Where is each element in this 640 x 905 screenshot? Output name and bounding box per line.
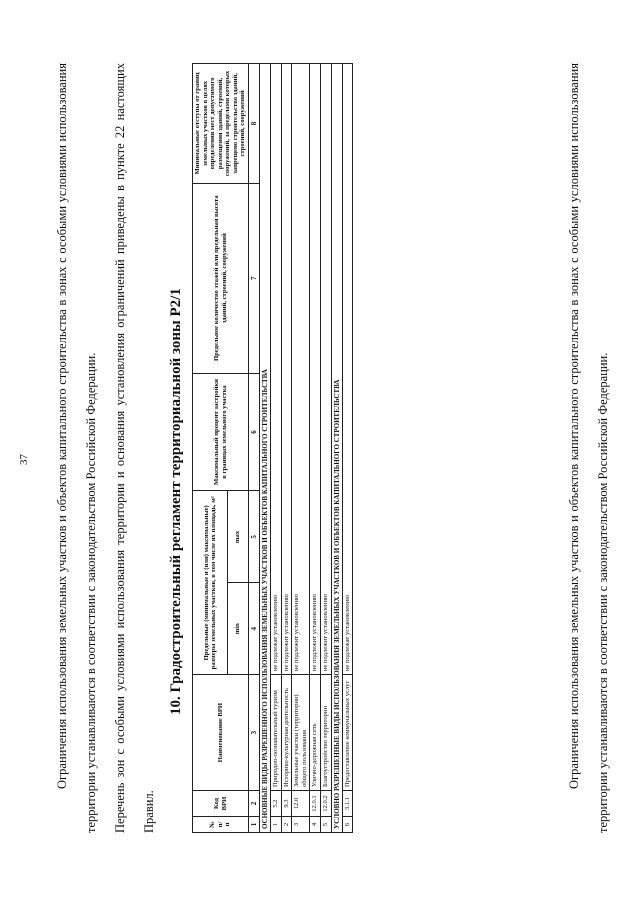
row-value: не подлежит установлению (310, 64, 321, 675)
header-percent: Максимальный процент застройки в границах земельного участка (193, 373, 249, 491)
header-row (193, 64, 228, 833)
table-row (321, 64, 332, 833)
row-name: Историко-культурная деятельность (281, 675, 292, 791)
paragraph-zone-list: Перечень зон с особыми условиями использования территории и основания установления ограничений приведены в пункте 22 настоящих Правил. (113, 63, 156, 833)
table-row (292, 64, 310, 833)
row-num: 6 (342, 817, 353, 833)
header-num: № п/п (193, 817, 249, 833)
header-code: Код ВРИ (193, 791, 249, 817)
section-title: 10. Градостроительный регламент территориальной зоны Р2/1 (168, 288, 184, 715)
row-value: не подлежит установлению (321, 64, 332, 675)
row-name: Земельные участки (территории) общего пользования (292, 675, 310, 791)
row-num: 1 (271, 817, 282, 833)
row-num: 5 (321, 817, 332, 833)
row-value: не подлежат установлению (342, 64, 353, 675)
paragraph-restrictions: Ограничения использования земельных участков и объектов капитального строительства в зонах с особыми условиями использования территории устанавливаются в соответствии с законодательством Российской Федерации. (55, 63, 98, 833)
regulation-table (192, 63, 353, 833)
row-name: Благоустройство территории (321, 675, 332, 791)
row-name: Природно-познавательный туризм (271, 675, 282, 791)
row-value: не подлежит установлению (292, 64, 310, 675)
col-number: 2 (249, 791, 260, 817)
paragraph-restrictions-repeat: Ограничения использования земельных участков и объектов капитального строительства в зонах с особыми условиями использования территории устанавливаются в соответствии с законодательством Российской Федерации. (567, 63, 610, 833)
col-number: 3 (249, 675, 260, 791)
col-number: 8 (249, 64, 260, 184)
row-value: не подлежит установлению (281, 64, 292, 675)
column-number-row (249, 64, 260, 833)
table-row (271, 64, 282, 833)
header-floors: Предельное количество этажей или предельная высота зданий, строений, сооружений (193, 183, 249, 373)
row-code: 9.3 (281, 791, 292, 817)
row-code: 3.1.1 (342, 791, 353, 817)
row-name: Улично-дорожная сеть (310, 675, 321, 791)
header-min: min (228, 583, 249, 675)
header-setbacks: Минимальные отступы от границ земельных участков в целях определения мест допустимого размещения зданий, строений, сооружений, за пределами которых запрещено строительство зданий, строений, сооружений (193, 64, 249, 184)
row-code: 5.2 (271, 791, 282, 817)
col-number: 4 (249, 583, 260, 675)
row-code: 12.0.2 (321, 791, 332, 817)
section-label: УСЛОВНО РАЗРЕШЕННЫЕ ВИДЫ ИСПОЛЬЗОВАНИЯ ЗЕМЕЛЬНЫХ УЧАСТКОВ И ОБЪЕКТОВ КАПИТАЛЬНОГО СТРОИТЕЛЬСТВА (331, 64, 342, 833)
row-value: не подлежат установлению (271, 64, 282, 675)
row-name: Предоставление коммунальных услуг (342, 675, 353, 791)
header-sizes: Предельные (минимальные и (или) максимальные) размеры земельных участков, в том числе их площадь, м² (193, 491, 228, 675)
col-number: 1 (249, 817, 260, 833)
section-label: ОСНОВНЫЕ ВИДЫ РАЗРЕШЕННОГО ИСПОЛЬЗОВАНИЯ ЗЕМЕЛЬНЫХ УЧАСТКОВ И ОБЪЕКТОВ КАПИТАЛЬНОГО СТРОИТЕЛЬСТВА (260, 64, 271, 833)
table-row (281, 64, 292, 833)
header-name: Наименование ВРИ (193, 675, 249, 791)
table-row (342, 64, 353, 833)
section-row-main (260, 64, 271, 833)
col-number: 6 (249, 373, 260, 491)
table-row (310, 64, 321, 833)
col-number: 7 (249, 183, 260, 373)
page-number: 37 (18, 454, 30, 465)
row-code: 12.0 (292, 791, 310, 817)
row-num: 3 (292, 817, 310, 833)
row-num: 4 (310, 817, 321, 833)
col-number: 5 (249, 491, 260, 583)
row-code: 12.0.1 (310, 791, 321, 817)
row-num: 2 (281, 817, 292, 833)
header-max: max (228, 491, 249, 583)
section-row-conditional (331, 64, 342, 833)
